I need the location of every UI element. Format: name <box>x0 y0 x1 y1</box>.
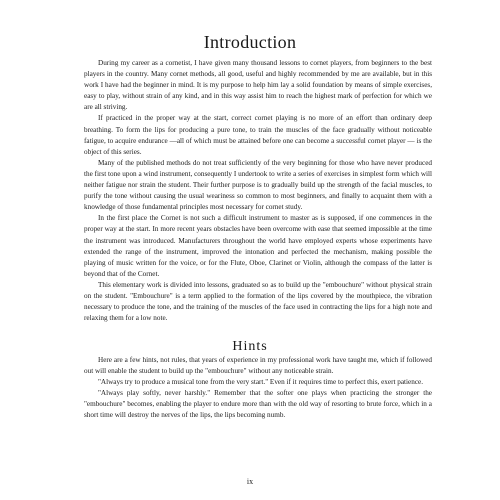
intro-paragraph-4: In the first place the Cornet is not such a difficult instrument to master as is supposed, if one commences in the proper way at the start. In more recent years obstacles have been overcome with ease that seemed impossible at the time the instrument was introduced. Manufacturers throughout the world have employed experts whose experiments have extended the range of the instrument, improved the intonation and perfected the mechanism, making possible the playing of music written for the voice, or for the Flute, Oboe, Clarinet or Violin, although the compass of the latter is beyond that of the Cornet. <box>84 214 432 278</box>
intro-paragraph-2: If practiced in the proper way at the start, correct cornet playing is no more of an effort than ordinary deep breathing. To form the lips for producing a pure tone, to train the muscles of the face gradually without noticeable fatigue, to acquire endurance —all of which must be attained before one can become a successful cornet player — is the object of this series. <box>84 114 432 156</box>
hints-title: Hints <box>232 339 268 354</box>
hints-paragraph-1: Here are a few hints, not rules, that years of experience in my professional work have taught me, which if followed out will enable the student to build up the "embouchure" without any noticeable strain. <box>84 356 432 376</box>
intro-paragraph-1: During my career as a cornetist, I have given many thousand lessons to cornet players, from beginners to the best players in the country. Many cornet methods, all good, useful and highly recommended by me are available, but in this work I have had the beginner in mind. It is my purpose to help him lay a solid foundation by means of simple exercises, easy to play, without strain of any kind, and in this way assist him to reach the highest mark of perfection for which we are all striving. <box>84 59 432 112</box>
introduction-body <box>84 58 432 324</box>
hints-paragraph-2: "Always try to produce a musical tone from the very start." Even if it requires time to perfect this, exert patience. <box>98 378 424 387</box>
intro-paragraph-3: Many of the published methods do not treat sufficiently of the very beginning for those who have never produced the first tone upon a wind instrument, consequently I undertook to write a series of exercises in simplest form which will neither fatigue nor strain the student. Their further purpose is to gradually build up the strength of the facial muscles, to purify the tone without causing the usual weariness so common to most beginners, and finally to acquaint them with a knowledge of those fundamental principles most necessary for cornet study. <box>84 158 432 212</box>
page-number: ix <box>246 477 254 486</box>
hints-paragraph-3: "Always play softly, never harshly." Remember that the softer one plays when practicing the stronger the "embouchure" becomes, enabling the player to endure more than with the old way of resorting to brute force, which in a short time will destroy the nerves of the lips, the lips becoming numb. <box>84 389 432 420</box>
introduction-title: Introduction <box>203 32 297 52</box>
hints-body <box>84 355 432 422</box>
intro-paragraph-5: This elementary work is divided into lessons, graduated so as to build up the "embouchure" without physical strain on the student. "Embouchure" is a term applied to the formation of the lips covered by the mouthpiece, the vibration necessary to produce the tone, and the training of the muscles of the face used in contracting the lips for a high note and relaxing them for a low note. <box>84 280 432 323</box>
